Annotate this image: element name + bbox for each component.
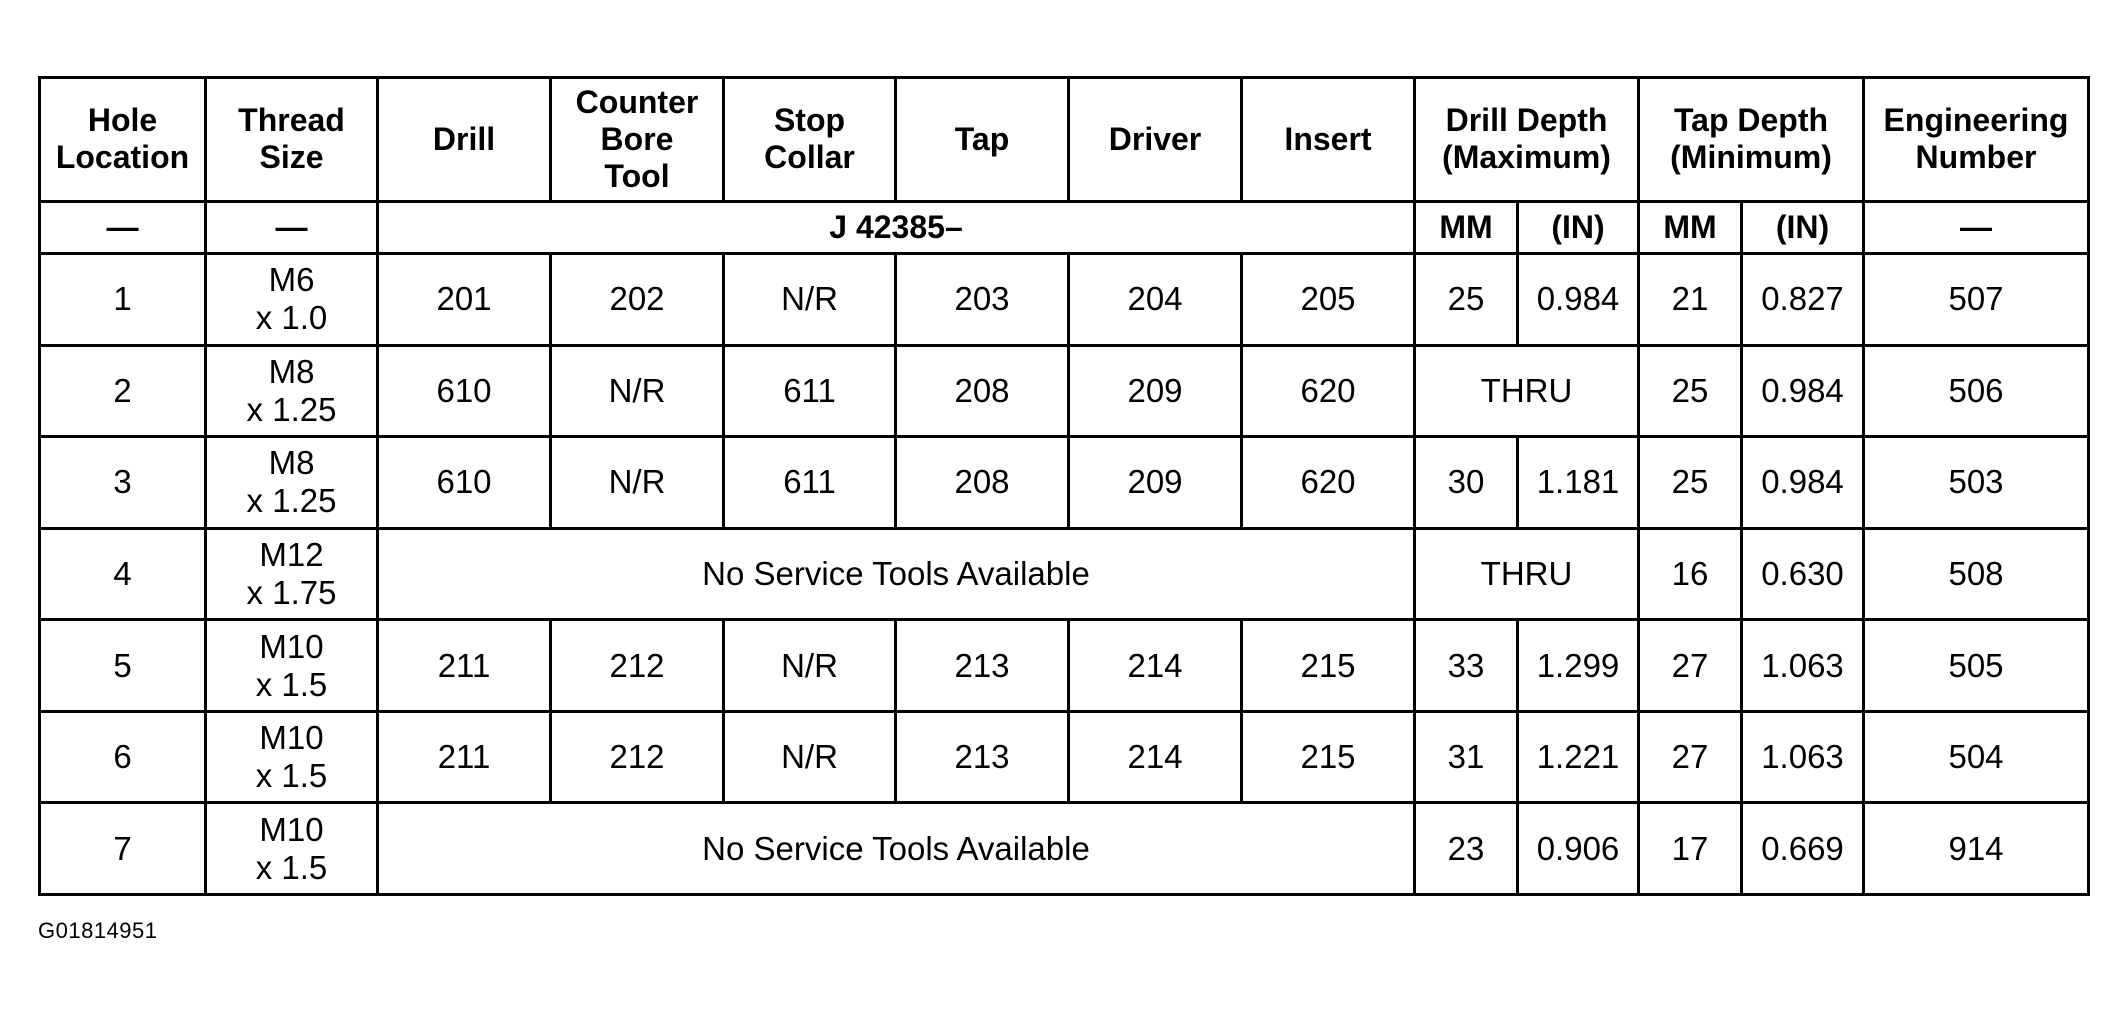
cell-tap-depth-in: 0.630 <box>1742 528 1864 620</box>
cell-drill-depth-mm: 31 <box>1415 711 1518 803</box>
header-engineering-number: Engineering Number <box>1864 78 2089 202</box>
cell-drill-depth-in: 1.299 <box>1518 620 1639 712</box>
cell-tap: 203 <box>896 254 1069 346</box>
cell-driver: 209 <box>1069 345 1242 437</box>
subheader-drill-depth-mm: MM <box>1415 201 1518 253</box>
cell-drill-depth-mm: 25 <box>1415 254 1518 346</box>
cell-stop-collar: N/R <box>724 711 896 803</box>
cell-engineering: 914 <box>1864 803 2089 895</box>
cell-engineering: 508 <box>1864 528 2089 620</box>
cell-drill: 211 <box>378 711 551 803</box>
cell-drill-depth-in: 1.221 <box>1518 711 1639 803</box>
cell-counter-bore: 202 <box>551 254 724 346</box>
cell-tap-depth-mm: 25 <box>1639 437 1742 529</box>
cell-driver: 209 <box>1069 437 1242 529</box>
cell-insert: 215 <box>1242 711 1415 803</box>
cell-hole: 4 <box>40 528 206 620</box>
cell-tap: 213 <box>896 711 1069 803</box>
cell-hole: 7 <box>40 803 206 895</box>
cell-engineering: 506 <box>1864 345 2089 437</box>
cell-drill: 201 <box>378 254 551 346</box>
cell-engineering: 507 <box>1864 254 2089 346</box>
subheader-row <box>40 201 2089 253</box>
cell-thread: M10 x 1.5 <box>206 711 378 803</box>
cell-hole: 3 <box>40 437 206 529</box>
cell-tap-depth-mm: 17 <box>1639 803 1742 895</box>
header-tap-depth: Tap Depth (Minimum) <box>1639 78 1864 202</box>
cell-thread: M6 x 1.0 <box>206 254 378 346</box>
cell-insert: 620 <box>1242 437 1415 529</box>
cell-thread: M8 x 1.25 <box>206 437 378 529</box>
table-row <box>40 254 2089 346</box>
cell-thread: M10 x 1.5 <box>206 803 378 895</box>
header-driver: Driver <box>1069 78 1242 202</box>
cell-tap-depth-in: 1.063 <box>1742 711 1864 803</box>
table-row <box>40 528 2089 620</box>
service-tools-table <box>38 76 2090 896</box>
cell-insert: 205 <box>1242 254 1415 346</box>
cell-tap: 213 <box>896 620 1069 712</box>
cell-stop-collar: 611 <box>724 345 896 437</box>
table-row <box>40 711 2089 803</box>
cell-drill-depth-in: 0.984 <box>1518 254 1639 346</box>
header-thread-size: Thread Size <box>206 78 378 202</box>
cell-engineering: 504 <box>1864 711 2089 803</box>
table-row <box>40 345 2089 437</box>
cell-hole: 2 <box>40 345 206 437</box>
cell-counter-bore: 212 <box>551 620 724 712</box>
subheader-engineering-dash: — <box>1864 201 2089 253</box>
cell-tap: 208 <box>896 437 1069 529</box>
cell-engineering: 505 <box>1864 620 2089 712</box>
header-tap: Tap <box>896 78 1069 202</box>
cell-engineering: 503 <box>1864 437 2089 529</box>
cell-counter-bore: N/R <box>551 345 724 437</box>
header-drill-depth: Drill Depth (Maximum) <box>1415 78 1639 202</box>
cell-stop-collar: N/R <box>724 620 896 712</box>
cell-tools-note: No Service Tools Available <box>378 803 1415 895</box>
cell-counter-bore: N/R <box>551 437 724 529</box>
cell-hole: 6 <box>40 711 206 803</box>
cell-drill-depth-in: 0.906 <box>1518 803 1639 895</box>
cell-tap-depth-in: 1.063 <box>1742 620 1864 712</box>
header-stop-collar: Stop Collar <box>724 78 896 202</box>
cell-hole: 5 <box>40 620 206 712</box>
figure-id: G01814951 <box>38 918 158 943</box>
cell-drill-depth-mm: 23 <box>1415 803 1518 895</box>
cell-tap-depth-mm: 21 <box>1639 254 1742 346</box>
table-row <box>40 803 2089 895</box>
cell-driver: 204 <box>1069 254 1242 346</box>
cell-tap-depth-mm: 27 <box>1639 711 1742 803</box>
cell-drill: 610 <box>378 345 551 437</box>
cell-insert: 620 <box>1242 345 1415 437</box>
header-insert: Insert <box>1242 78 1415 202</box>
cell-tap-depth-in: 0.669 <box>1742 803 1864 895</box>
cell-tap-depth-in: 0.827 <box>1742 254 1864 346</box>
cell-tap: 208 <box>896 345 1069 437</box>
subheader-tap-depth-in: (IN) <box>1742 201 1864 253</box>
subheader-hole-dash: — <box>40 201 206 253</box>
subheader-tap-depth-mm: MM <box>1639 201 1742 253</box>
subheader-thread-dash: — <box>206 201 378 253</box>
cell-drill-depth-thru: THRU <box>1415 345 1639 437</box>
cell-thread: M12 x 1.75 <box>206 528 378 620</box>
cell-tap-depth-mm: 25 <box>1639 345 1742 437</box>
cell-drill: 610 <box>378 437 551 529</box>
cell-drill-depth-in: 1.181 <box>1518 437 1639 529</box>
cell-stop-collar: N/R <box>724 254 896 346</box>
table-row <box>40 437 2089 529</box>
cell-drill-depth-thru: THRU <box>1415 528 1639 620</box>
cell-stop-collar: 611 <box>724 437 896 529</box>
cell-tap-depth-in: 0.984 <box>1742 437 1864 529</box>
cell-tap-depth-mm: 16 <box>1639 528 1742 620</box>
cell-drill-depth-mm: 33 <box>1415 620 1518 712</box>
cell-drill-depth-mm: 30 <box>1415 437 1518 529</box>
cell-drill: 211 <box>378 620 551 712</box>
header-counter-bore-tool: Counter Bore Tool <box>551 78 724 202</box>
cell-hole: 1 <box>40 254 206 346</box>
subheader-tool-prefix: J 42385– <box>378 201 1415 253</box>
cell-counter-bore: 212 <box>551 711 724 803</box>
table-row <box>40 620 2089 712</box>
cell-tap-depth-in: 0.984 <box>1742 345 1864 437</box>
header-row <box>40 78 2089 202</box>
cell-driver: 214 <box>1069 711 1242 803</box>
header-drill: Drill <box>378 78 551 202</box>
cell-insert: 215 <box>1242 620 1415 712</box>
subheader-drill-depth-in: (IN) <box>1518 201 1639 253</box>
cell-tools-note: No Service Tools Available <box>378 528 1415 620</box>
header-hole-location: Hole Location <box>40 78 206 202</box>
cell-tap-depth-mm: 27 <box>1639 620 1742 712</box>
cell-thread: M8 x 1.25 <box>206 345 378 437</box>
cell-driver: 214 <box>1069 620 1242 712</box>
cell-thread: M10 x 1.5 <box>206 620 378 712</box>
